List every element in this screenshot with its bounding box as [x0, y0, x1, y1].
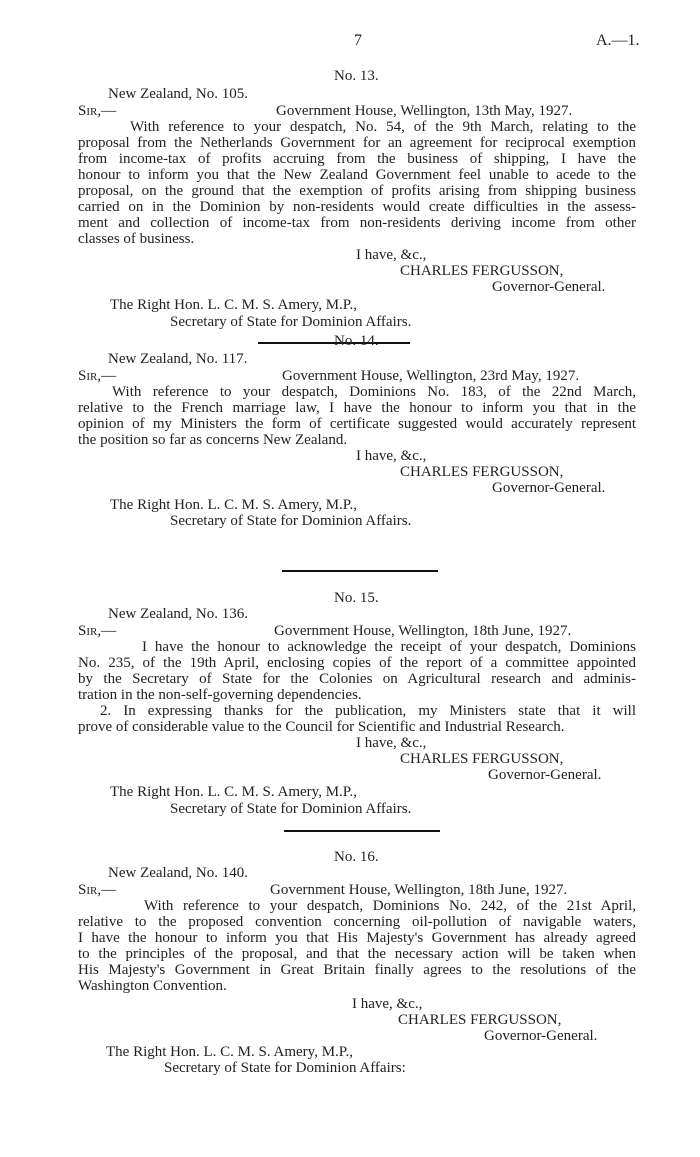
letter-number: No. 14. — [334, 333, 379, 349]
letter-ref: New Zealand, No. 136. — [108, 606, 248, 622]
body-line: relative to the proposed convention concerning oil-pollution of navigable waters, — [78, 914, 636, 930]
signature-title: Governor-General. — [492, 279, 606, 295]
letter-number: No. 13. — [334, 68, 379, 84]
body-line: proposal, on the ground that the exemption of profits arising from shipping business — [78, 183, 636, 199]
salutation: Sir,— — [78, 623, 117, 639]
body-line: proposal from the Netherlands Government for an agreement for reciprocal exemption — [78, 135, 636, 151]
addressee-title: Secretary of State for Dominion Affairs. — [170, 314, 412, 330]
salutation: Sir,— — [78, 368, 117, 384]
page-reference: A.—1. — [596, 32, 640, 49]
body-line: With reference to your despatch, Dominions No. 183, of the 22nd March, — [112, 384, 636, 400]
letter-number: No. 15. — [334, 590, 379, 606]
addressee: The Right Hon. L. C. M. S. Amery, M.P., — [106, 1044, 353, 1060]
letter-ref: New Zealand, No. 117. — [108, 351, 248, 367]
dateline: Government House, Wellington, 18th June, 1927. — [270, 882, 568, 898]
body-line: by the Secretary of State for the Colonies on Agricultural research and adminis- — [78, 671, 636, 687]
body-line: the position so far as concerns New Zealand. — [78, 432, 348, 448]
salutation: Sir,— — [78, 882, 117, 898]
body-line: to the principles of the proposal, and that the necessary action will be taken when — [78, 946, 636, 962]
signature: CHARLES FERGUSSON, — [400, 464, 564, 480]
signature-title: Governor-General. — [488, 767, 602, 783]
salutation: Sir,— — [78, 103, 117, 119]
dateline: Government House, Wellington, 18th June, 1927. — [274, 623, 572, 639]
body-line: I have the honour to inform you that His Majesty's Government has already agreed — [78, 930, 636, 946]
addressee-title: Secretary of State for Dominion Affairs. — [170, 801, 412, 817]
closing: I have, &c., — [356, 448, 427, 464]
body-line: prove of considerable value to the Council for Scientific and Industrial Research. — [78, 719, 565, 735]
body-line: 2. In expressing thanks for the publication, my Ministers state that it will — [100, 703, 636, 719]
section-divider — [284, 830, 440, 832]
body-line: I have the honour to acknowledge the receipt of your despatch, Dominions — [142, 639, 636, 655]
body-line: honour to inform you that the New Zealand Government feel unable to acede to the — [78, 167, 636, 183]
body-line: Washington Convention. — [78, 978, 227, 994]
body-line: opinion of my Ministers the form of certificate suggested would accurately represent — [78, 416, 636, 432]
signature-title: Governor-General. — [484, 1028, 598, 1044]
closing: I have, &c., — [352, 996, 423, 1012]
body-line: With reference to your despatch, No. 54, of the 9th March, relating to the — [130, 119, 636, 135]
section-divider — [282, 570, 438, 572]
signature: CHARLES FERGUSSON, — [398, 1012, 562, 1028]
closing: I have, &c., — [356, 735, 427, 751]
body-line: relative to the French marriage law, I have the honour to inform you that in the — [78, 400, 636, 416]
body-line: ment and collection of income-tax from non-residents deriving income from other — [78, 215, 636, 231]
dateline: Government House, Wellington, 23rd May, 1927. — [282, 368, 580, 384]
closing: I have, &c., — [356, 247, 427, 263]
body-line: carried on in the Dominion by non-residents would create difficulties in the assess- — [78, 199, 636, 215]
addressee: The Right Hon. L. C. M. S. Amery, M.P., — [110, 297, 357, 313]
letter-ref: New Zealand, No. 105. — [108, 86, 248, 102]
signature: CHARLES FERGUSSON, — [400, 751, 564, 767]
letter-number: No. 16. — [334, 849, 379, 865]
signature: CHARLES FERGUSSON, — [400, 263, 564, 279]
body-line: No. 235, of the 19th April, enclosing copies of the report of a committee appointed — [78, 655, 636, 671]
addressee: The Right Hon. L. C. M. S. Amery, M.P., — [110, 497, 357, 513]
body-line: tration in the non-self-governing dependencies. — [78, 687, 362, 703]
body-line: classes of business. — [78, 231, 195, 247]
page-number: 7 — [354, 32, 362, 49]
addressee-title: Secretary of State for Dominion Affairs: — [164, 1060, 406, 1076]
dateline: Government House, Wellington, 13th May, 1927. — [276, 103, 573, 119]
body-line: With reference to your despatch, Dominions No. 242, of the 21st April, — [144, 898, 636, 914]
letter-ref: New Zealand, No. 140. — [108, 865, 248, 881]
body-line: from income-tax of profits accruing from the business of shipping, I have the — [78, 151, 636, 167]
body-line: His Majesty's Government in Great Britain finally agrees to the resolutions of the — [78, 962, 636, 978]
addressee-title: Secretary of State for Dominion Affairs. — [170, 513, 412, 529]
addressee: The Right Hon. L. C. M. S. Amery, M.P., — [110, 784, 357, 800]
signature-title: Governor-General. — [492, 480, 606, 496]
